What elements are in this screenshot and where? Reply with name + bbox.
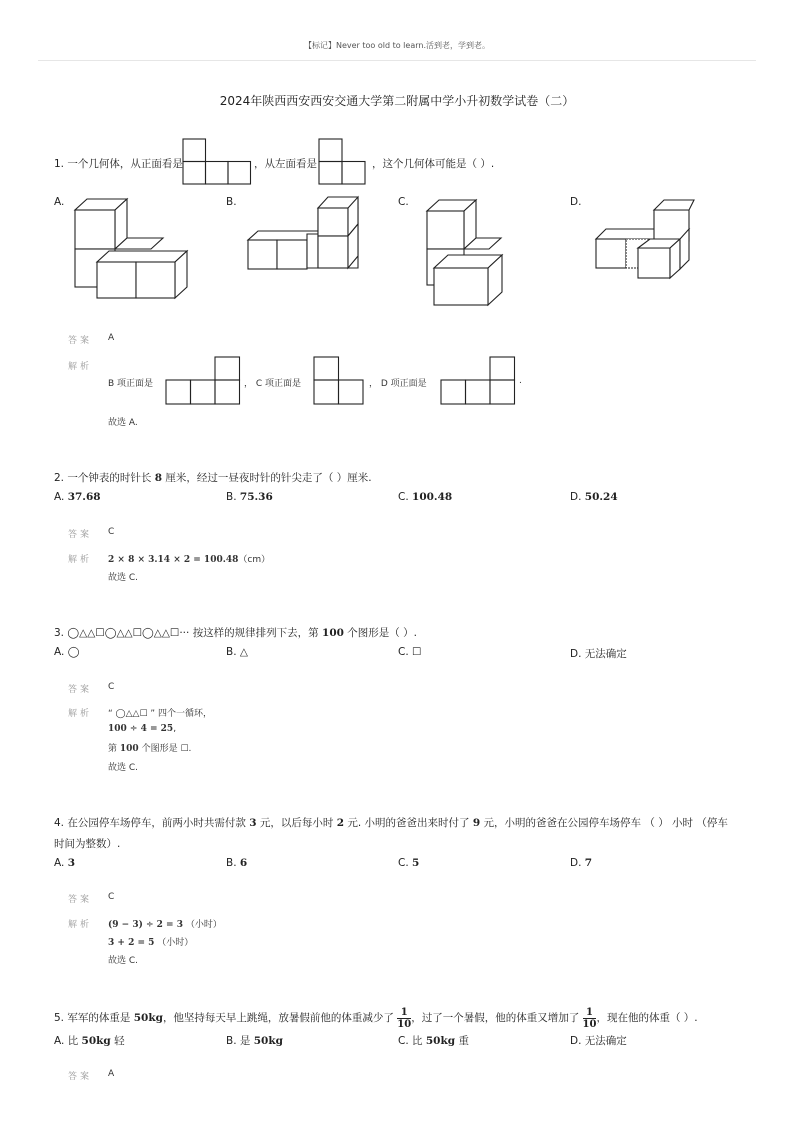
- q4-hourly-fee: 2: [336, 817, 345, 829]
- q2-text-part2: 厘米，经过一昼夜时针的针尖走了（ ）厘米.: [165, 472, 372, 484]
- q4-option-c-value: 5: [412, 857, 420, 869]
- q1-analysis-d-text: ， D 项正面是: [369, 379, 427, 389]
- q4-option-c-letter: C.: [398, 857, 409, 869]
- q1-front-view-diagram: [182, 138, 252, 186]
- q3-analysis-line1: [108, 706, 212, 719]
- q4-first-fee: 3: [249, 817, 257, 829]
- page-title: 2024年陕西西安西安交通大学第二附属中学小升初数学试卷（二）: [219, 94, 575, 108]
- q2-option-d-letter: D.: [570, 491, 582, 503]
- q2-option-a-value: 37.68: [67, 491, 101, 503]
- q3-answer-label: 答案: [68, 685, 93, 695]
- q5-option-c-letter: C.: [398, 1035, 409, 1047]
- q4-option-d-letter: D.: [570, 857, 582, 869]
- q2-hand-length: 8: [154, 472, 163, 484]
- q1-option-c-label: C.: [398, 196, 409, 208]
- q5-option-b-weight: 50kg: [253, 1035, 283, 1047]
- q4-paid-amount: 9: [472, 817, 481, 829]
- q5-option-b: [226, 1033, 283, 1048]
- q3-analysis-pre: 第: [108, 744, 118, 754]
- q2-option-b-letter: B.: [226, 491, 237, 503]
- q1-text-part1: 1. 一个几何体，从正面看是: [54, 158, 183, 170]
- q5-option-a-post: 轻: [114, 1035, 125, 1047]
- q4-analysis-conclusion: 故选 C.: [108, 956, 139, 966]
- q5-fraction-decrease-denominator: 10: [397, 1018, 412, 1030]
- q4-answer-label: 答案: [68, 895, 93, 905]
- q4-option-b: [226, 857, 247, 869]
- q2-option-d: [570, 491, 618, 503]
- q3-option-d: [570, 646, 627, 661]
- q5-fraction-decrease: [397, 1007, 411, 1030]
- q5-option-c-post: 重: [458, 1035, 469, 1047]
- q2-analysis-label: 解析: [68, 555, 93, 565]
- q4-option-a-value: 3: [67, 857, 75, 869]
- q1-analysis-label: 解析: [68, 362, 93, 372]
- q1-option-c-solid: [424, 198, 520, 310]
- q4-option-b-value: 6: [239, 857, 248, 869]
- q3-option-b-value: △: [239, 646, 248, 658]
- q2-option-b-value: 75.36: [239, 491, 273, 503]
- q1-option-b-label: B.: [226, 196, 237, 208]
- q4-option-d-value: 7: [584, 857, 593, 869]
- q1-option-d-solid: [594, 198, 700, 282]
- q3-analysis-number: 100: [119, 744, 139, 754]
- q5-option-d-letter: D.: [570, 1035, 582, 1047]
- q3-option-c-value: ☐: [412, 646, 422, 658]
- q5-option-a-pre: 比: [67, 1035, 79, 1047]
- q3-text-part2: 个图形是（ ）.: [347, 627, 417, 639]
- q3-option-a-letter: A.: [54, 646, 65, 658]
- q1-option-b-solid: [246, 194, 366, 276]
- q2-analysis-formula: 2 × 8 × 3.14 × 2 = 100.48: [108, 555, 239, 565]
- q1-option-a-label: A.: [54, 196, 65, 208]
- q2-option-c-letter: C.: [398, 491, 409, 503]
- q3-option-b-letter: B.: [226, 646, 237, 658]
- q5-option-c-weight: 50kg: [425, 1035, 456, 1047]
- q5-option-d-value: 无法确定: [584, 1035, 627, 1047]
- q5-text-part3: ，过了一个暑假，他的体重又增加了: [411, 1012, 580, 1024]
- q3-analysis-division-end: ,: [173, 724, 177, 734]
- q3-option-c-letter: C.: [398, 646, 409, 658]
- q5-option-a-weight: 50kg: [81, 1035, 111, 1047]
- q4-analysis-line1: [108, 917, 222, 930]
- q5-text-part1: 5. 军军的体重是: [54, 1012, 131, 1024]
- q2-text-part1: 2. 一个钟表的时针长: [54, 472, 152, 484]
- q3-analysis-division: 100 ÷ 4 = 25: [108, 724, 174, 734]
- q1-analysis-c-text: ， C 项正面是: [244, 379, 302, 389]
- q3-analysis-mid: 个图形是: [141, 744, 178, 754]
- q3-option-d-letter: D.: [570, 648, 582, 660]
- q1-left-view-diagram: [318, 138, 368, 186]
- q4-option-c: [398, 857, 419, 869]
- q4-analysis-unit2: （小时）: [157, 938, 194, 948]
- q4-text-c: 元. 小明的爸爸出来时付了: [347, 817, 470, 829]
- q3-analysis-open-quote: “: [108, 709, 113, 719]
- q5-option-c-pre: 比: [412, 1035, 423, 1047]
- q4-option-a-letter: A.: [54, 857, 65, 869]
- header-divider: [38, 60, 756, 61]
- q4-analysis-line2: [108, 935, 193, 948]
- q3-text-part1: 按这样的规律排列下去，第: [192, 627, 319, 639]
- q3-number: 3.: [54, 627, 65, 639]
- q3-option-c: [398, 646, 421, 658]
- q4-text-d: 元，小明的爸爸在公园停车场停车 （ ） 小时 （停车: [483, 817, 728, 829]
- q1-option-d-label: D.: [570, 196, 582, 208]
- q3-analysis-end: .: [188, 744, 192, 754]
- q3-analysis-line3: [108, 741, 191, 754]
- q5-fraction-decrease-numerator: 1: [397, 1007, 411, 1019]
- q3-answer-value: C: [108, 682, 115, 692]
- q4-stem-line2: 时间为整数）.: [54, 838, 121, 850]
- q5-option-b-pre: 是: [239, 1035, 251, 1047]
- q2-option-c-value: 100.48: [412, 491, 453, 503]
- q5-option-c: [398, 1033, 469, 1048]
- q2-analysis-conclusion: 故选 C.: [108, 573, 139, 583]
- q3-analysis-label: 解析: [68, 709, 93, 719]
- q5-weight: 50kg: [133, 1012, 163, 1024]
- q2-option-a: [54, 491, 101, 503]
- q5-option-a-letter: A.: [54, 1035, 65, 1047]
- q3-shape-sequence: ◯△△☐◯△△☐◯△△☐···: [67, 627, 190, 639]
- q3-position-number: 100: [322, 627, 344, 639]
- q3-option-a-value: ◯: [67, 646, 80, 658]
- q4-option-d: [570, 857, 592, 869]
- q1-text-part2: ，从左面看是: [254, 158, 317, 170]
- q4-option-b-letter: B.: [226, 857, 237, 869]
- q4-analysis-label: 解析: [68, 920, 93, 930]
- q3-analysis-line2: [108, 724, 176, 734]
- q5-option-d: [570, 1033, 627, 1048]
- q3-analysis-cycle: ◯△△☐: [115, 709, 148, 719]
- q2-option-c: [398, 491, 452, 503]
- q3-analysis-shape: ☐: [180, 744, 189, 754]
- q5-answer-value: A: [108, 1069, 115, 1079]
- q4-text-b: 元，以后每小时: [259, 817, 334, 829]
- q2-option-a-letter: A.: [54, 491, 65, 503]
- q5-option-a: [54, 1033, 125, 1048]
- q1-answer-value: A: [108, 333, 115, 343]
- q1-analysis-c-front-view: [313, 356, 365, 406]
- q3-option-b: [226, 646, 248, 658]
- q2-option-d-value: 50.24: [584, 491, 618, 503]
- q4-analysis-unit1: （小时）: [185, 920, 222, 930]
- q1-analysis-d-end: .: [519, 376, 522, 386]
- q2-answer-value: C: [108, 527, 115, 537]
- q1-answer-label: 答案: [68, 336, 93, 346]
- q5-option-b-letter: B.: [226, 1035, 237, 1047]
- q3-option-d-value: 无法确定: [584, 648, 627, 660]
- page-header: 【标记】Never too old to learn.活到老，学到老。: [304, 41, 490, 50]
- q1-analysis-conclusion: 故选 A.: [108, 418, 138, 428]
- q1-analysis-b-text: B 项正面是: [108, 379, 154, 389]
- q4-option-a: [54, 857, 75, 869]
- q1-text-part3: ，这个几何体可能是（ ）.: [372, 158, 495, 170]
- q2-analysis-unit: （cm）: [238, 555, 271, 565]
- q4-analysis-formula2: 3 + 2 = 5: [108, 938, 155, 948]
- q4-analysis-formula1: (9 − 3) ÷ 2 = 3: [108, 920, 183, 930]
- q1-analysis-b-front-view: [165, 356, 241, 406]
- q5-fraction-increase: [583, 1007, 597, 1030]
- q3-option-a: [54, 646, 79, 658]
- q2-stem: [54, 470, 372, 485]
- q3-stem: [54, 625, 417, 640]
- q5-text-part2: ，他坚持每天早上跳绳，放暑假前他的体重减少了: [162, 1012, 394, 1024]
- q5-fraction-increase-numerator: 1: [583, 1007, 597, 1019]
- q5-stem: [54, 1003, 698, 1033]
- q3-analysis-close-quote: ”: [150, 709, 156, 719]
- q2-analysis-line1: [108, 552, 270, 565]
- q5-answer-label: 答案: [68, 1072, 93, 1082]
- q2-option-b: [226, 491, 273, 503]
- q5-text-part4: ，现在他的体重（ ）.: [596, 1012, 698, 1024]
- q4-answer-value: C: [108, 892, 115, 902]
- q2-answer-label: 答案: [68, 530, 93, 540]
- q5-fraction-increase-denominator: 10: [582, 1018, 597, 1030]
- q1-analysis-d-front-view: [440, 356, 516, 406]
- q4-text-a: 4. 在公园停车场停车，前两小时共需付款: [54, 817, 246, 829]
- q1-option-a-solid: [72, 198, 192, 310]
- q3-analysis-cycle-text: 四个一循环，: [157, 709, 212, 719]
- q3-analysis-conclusion: 故选 C.: [108, 763, 139, 773]
- q4-stem-line1: [54, 815, 728, 830]
